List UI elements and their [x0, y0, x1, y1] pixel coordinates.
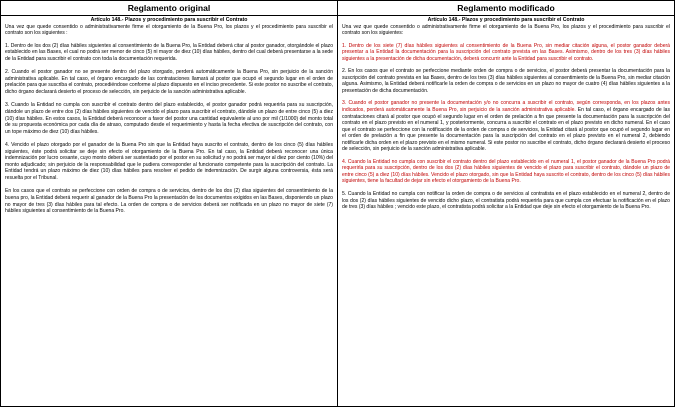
original-intro: Una vez que quede consentido o administrativamente firme el otorgamiento de la Buena Pro, los plazos y el procedimiento para suscribir el contrato son los siguientes : — [5, 23, 333, 37]
original-paragraph-2: 2. Cuando el postor ganador no se presente dentro del plazo otorgado, perderá automáticamente la Buena Pro, sin perjuicio de la sanción administrativa aplicable. En tal caso, el órgano encargado de las contrataciones llamará al postor que ocupó el segundo lugar en el orden de prelación para que suscriba el contrato, procediéndose conforme al plazo dispuesto en el inciso precedente. Si este postor no suscribe el contrato, dicho órgano declarará desierto el proceso de selección, sin perjuicio de la sanción administrativa aplicable. — [5, 69, 333, 95]
original-article-heading: Artículo 148.- Plazos y procedimiento para suscribir el Contrato — [90, 17, 248, 23]
modified-paragraph-5: 5. Cuando la Entidad no cumpla con notificar la orden de compra o de servicios al contratista en el plazo establecido en el numeral 2, dentro de los dos (2) días hábiles siguientes de vencido dicho plazo, el contratista podrá requerirla para que cumpla con efectuar la notificación en el plazo de tres (3) días hábiles ; vencido este plazo, el contratista podrá solicitar a la Entidad que deje sin efecto el otorgamiento de la Buena Pro. — [342, 190, 670, 211]
original-body — [1, 24, 337, 215]
modified-paragraph-3 — [342, 100, 670, 152]
modified-paragraph-1: 1. Dentro de los siete (7) días hábiles siguientes al consentimiento de la Buena Pro, sin mediar citación alguna, el postor ganador deberá presentar a la Entidad la documentación para la suscripción del contrato prevista en las Bases. Asimismo, dentro de los tres (3) días hábiles siguientes a la presentación de dicha documentación, deberá concurrir ante la Entidad para suscribir el contrato. — [342, 42, 670, 62]
modified-article-heading: Artículo 148.- Plazos y procedimiento para suscribir el Contrato — [427, 17, 585, 23]
original-column — [1, 1, 338, 406]
modified-title: Reglamento modificado — [338, 1, 674, 16]
original-paragraph-3: 3. Cuando la Entidad no cumpla con suscribir el contrato dentro del plazo establecido, el postor ganador podrá requerirla para su suscripción, dándole un plazo de entre dos (2) días hábiles siguientes de vencido el plazo para suscribir el contrato, dándole un plazo de entre cinco (5) a diez (10) días hábiles. En estos casos, la Entidad deberá reconocer a favor del postor una cantidad equivalente al uno por mil (1/1000) del monto total de su propuesta económica por cada día de atraso, computado desde el requerimiento y hasta la fecha efectiva de suscripción del contrato, con un tope máximo de diez (10) días hábiles. — [5, 102, 333, 135]
modified-column — [338, 1, 674, 406]
original-paragraph-4: 4. Vencido el plazo otorgado por el ganador de la Buena Pro sin que la Entidad haya suscrito el contrato, dentro de los cinco (5) días hábiles siguientes, éste podrá solicitar se deje sin efecto el otorgamiento de la Buena Pro. En tal caso, la Entidad deberá reconocer una única indemnización por lucro cesante, cuyo monto deberá ser sustentado por el postor en su solicitud y no podrá ser mayor al diez por ciento (10%) del monto adjudicado; sin perjuicio de la responsabilidad que le pudiera corresponder al funcionario competente para la suscripción del contrato. La Entidad tendrá un plazo máximo de diez (10) días hábiles para resolver el pedido de indemnización. De surgir alguna controversia, ésta será resuelta por el Tribunal. — [5, 142, 333, 181]
original-title: Reglamento original — [1, 1, 337, 16]
modified-paragraph-2: 2. En los casos que el contrato se perfeccione mediante orden de compra o de servicios, el postor deberá presentar la documentación para la suscripción del contrato prevista en las Bases, dentro de los tres (3) días hábiles siguientes al consentimiento de la Buena Pro, sin mediar citación alguna. Asimismo, la Entidad deberá notificarle la orden de compra o de servicios en un plazo no mayor de cuatro (4) días hábiles siguientes a la presentación de dicha documentación. — [342, 68, 670, 94]
modified-body — [338, 24, 674, 211]
original-paragraph-1: 1. Dentro de los dos (2) días hábiles siguientes al consentimiento de la Buena Pro, la Entidad deberá citar al postor ganador, otorgándole el plazo establecido en las Bases, el cual no podrá ser menor de cinco (5) ni mayor de diez (10) días hábiles, dentro del cual deberá presentarse a la sede de la Entidad para suscribir el contrato con toda la documentación requerida. — [5, 42, 333, 62]
modified-paragraph-3-changed: 3. Cuando el postor ganador no presente la documentación y/o no concurra a suscribir el contrato, según corresponda, en los plazos antes indicados, perderá automáticamente la Buena Pro, sin perjuicio de la sanción administrativa aplicable. — [342, 100, 670, 113]
modified-paragraph-4: 4. Cuando la Entidad no cumpla con suscribir el contrato dentro del plazo establecido en el numeral 1, el postor ganador de la Buena Pro podrá requerirla para su suscripción, dentro de los dos (2) días hábiles siguientes de vencido el plazo para suscribir el contrato, dándole un plazo de entre cinco (5) a diez (10) días hábiles. Vencido el plazo otorgado, sin que la Entidad haya suscrito el contrato, dentro de los cinco (5) días hábiles siguientes, tiene la facultad de dejar sin efecto el otorgamiento de la Buena Pro. — [342, 158, 670, 185]
original-paragraph-5: En los casos que el contrato se perfeccione con orden de compra o de servicios, dentro de los dos (2) días siguientes del consentimiento de la buena pro, la Entidad deberá requerir al ganador de la Buena Pro la presentación de los documentos exigidos en las Bases, disponiendo un plazo no mayor de tres (3) días hábiles para tal efecto. La orden de compra o de servicios deberá ser notificada en un plazo no mayor de siete (7) hábiles siguientes al consentimiento de la Buena Pro. — [5, 188, 333, 215]
modified-paragraph-3-rest: En tal caso, el órgano encargado de las contrataciones citará al postor que ocupó el segundo lugar en el orden de prelación a fin que presente la documentación para la suscripción del contrato en el plazo previsto en el numeral 1, y posteriormente, concurra a suscribir el contrato en el plazo previsto en dicho numeral. En el caso que el contrato se perfeccione con la notificación de la orden de compra o de servicios, la Entidad citará al postor que ocupó el segundo lugar en el orden de prelación a fin que presente la documentación para la suscripción del contrato en el plazo previsto en el numeral 2, debiendo notificarle dicha orden en el plazo previsto en el mismo numeral. Si este postor no suscribe el contrato, dicho órgano declarará desierto el proceso de selección, sin perjuicio de la sanción administrativa aplicable. — [342, 106, 670, 153]
modified-intro: Una vez que quede consentido o administrativamente firme el otorgamiento de la Buena Pro, los plazos y el procedimiento para suscribir el contrato son los siguientes: — [342, 23, 670, 37]
